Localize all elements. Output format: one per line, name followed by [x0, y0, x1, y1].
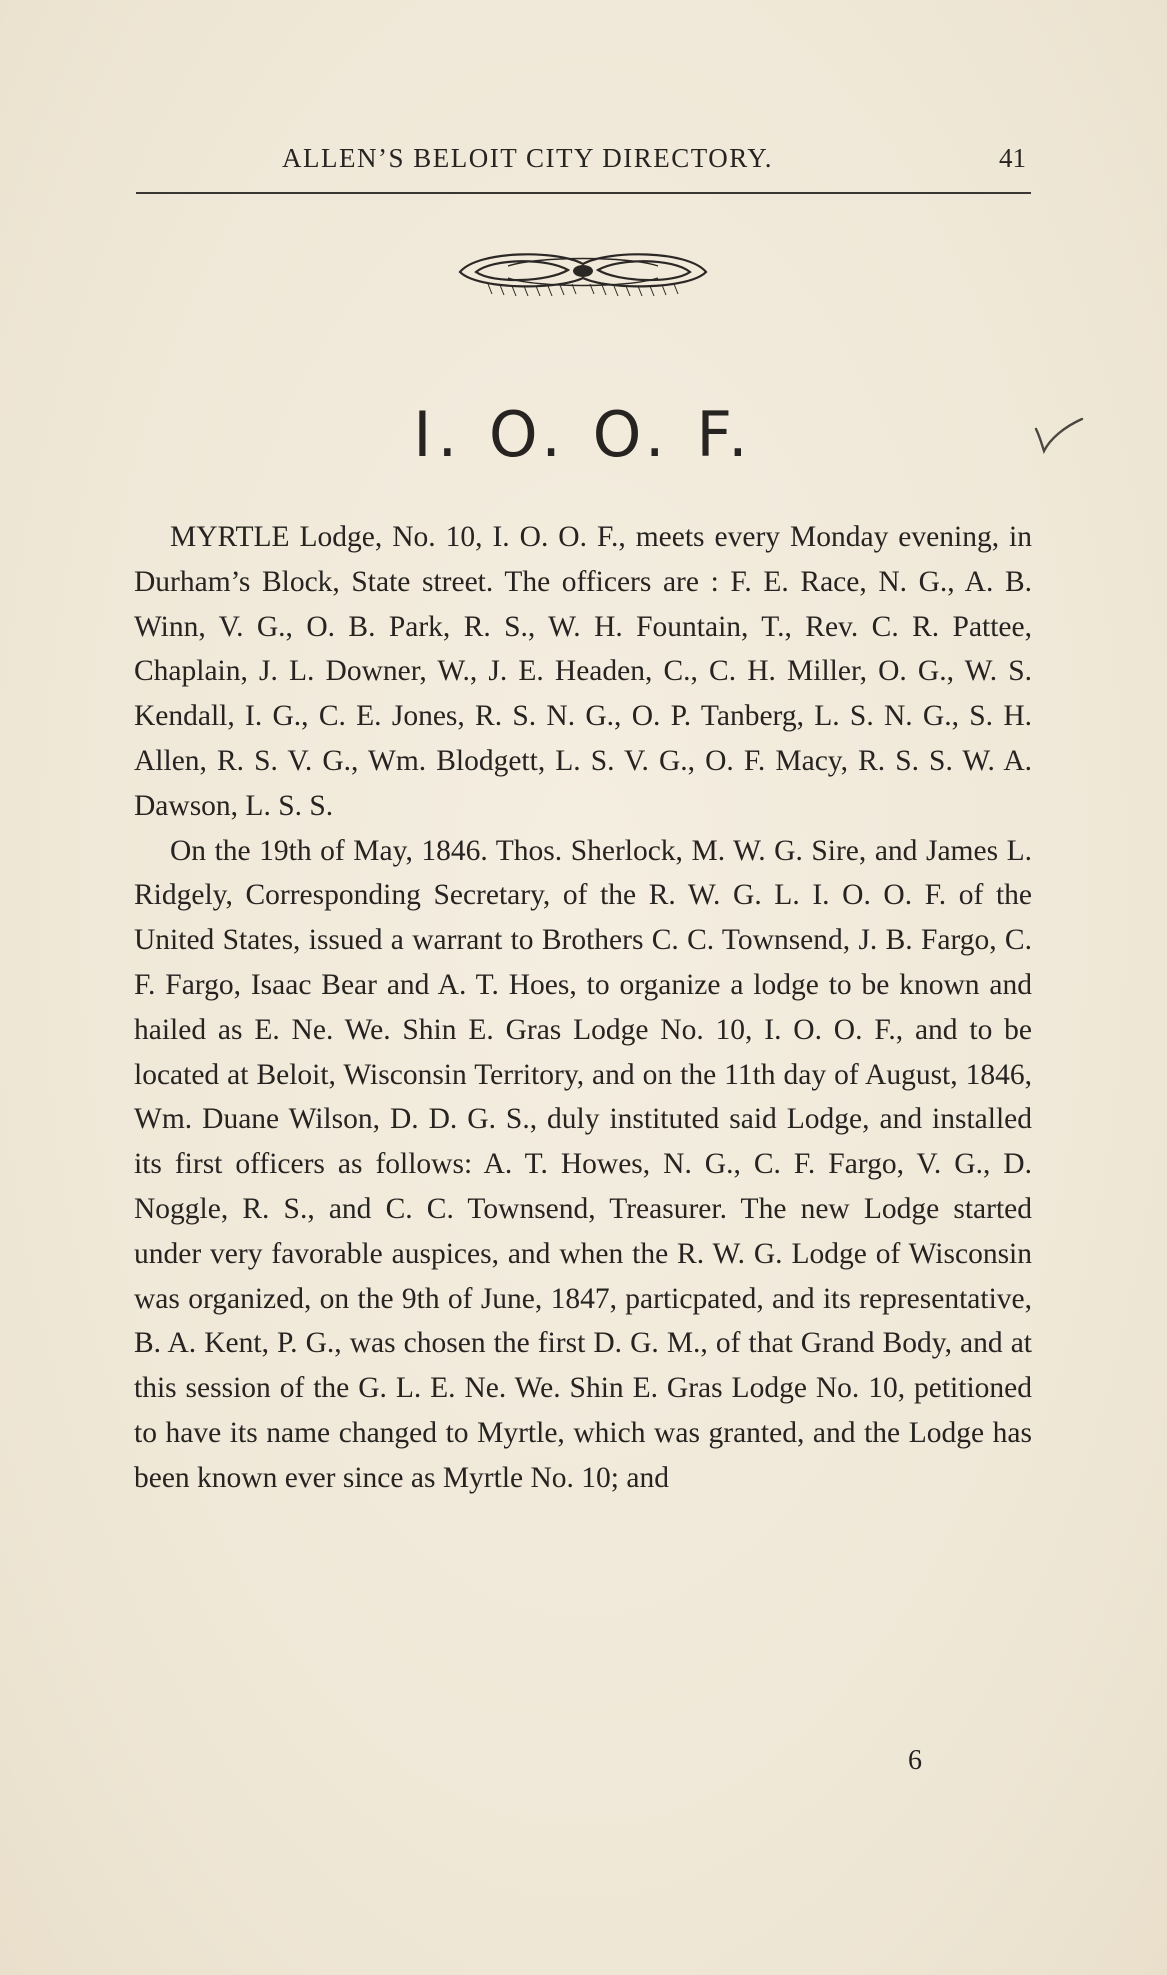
running-header	[136, 143, 1031, 183]
header-rule	[136, 192, 1031, 194]
pencil-checkmark-icon	[1030, 415, 1086, 457]
ornament-icon	[448, 244, 718, 300]
section-heading: I. O. O. F.	[413, 398, 754, 471]
page-number: 41	[999, 143, 1026, 173]
signature-mark: 6	[908, 1745, 922, 1776]
paragraph-lodge-history: On the 19th of May, 1846. Thos. Sherlock, M. W. G. Sire, and James L. Ridgely, Corresponding Secretary, of the R. W. G. L. I. O. O. F. of the United States, issued a warrant to Brothers C. C. Townsend, J. B. Fargo, C. F. Fargo, Isaac Bear and A. T. Hoes, to organize a lodge to be known and hailed as E. Ne. We. Shin E. Gras Lodge No. 10, I. O. O. F., and to be located at Beloit, Wisconsin Territory, and on the 11th day of August, 1846, Wm. Duane Wilson, D. D. G. S., duly instituted said Lodge, and installed its first officers as follows: A. T. Howes, N. G., C. F. Fargo, V. G., D. Noggle, R. S., and C. C. Townsend, Treasurer. The new Lodge started under very favorable auspices, and when the R. W. G. Lodge of Wisconsin was organized, on the 9th of June, 1847, particpated, and its representative, B. A. Kent, P. G., was chosen the first D. G. M., of that Grand Body, and at this session of the G. L. E. Ne. We. Shin E. Gras Lodge No. 10, petitioned to have its name changed to Myrtle, which was granted, and the Lodge has been known ever since as Myrtle No. 10; and	[134, 834, 1032, 1494]
running-title: ALLEN’S BELOIT CITY DIRECTORY.	[282, 143, 774, 173]
paragraph-lodge-officers: MYRTLE Lodge, No. 10, I. O. O. F., meets every Monday evening, in Durham’s Block, State street. The officers are : F. E. Race, N. G., A. B. Winn, V. G., O. B. Park, R. S., W. H. Fountain, T., Rev. C. R. Pattee, Chaplain, J. L. Downer, W., J. E. Headen, C., C. H. Miller, O. G., W. S. Kendall, I. G., C. E. Jones, R. S. N. G., O. P. Tanberg, L. S. N. G., S. H. Allen, R. S. V. G., Wm. Blodgett, L. S. V. G., O. F. Macy, R. S. S. W. A. Dawson, L. S. S.	[134, 521, 1032, 822]
body-text	[134, 515, 1032, 1501]
